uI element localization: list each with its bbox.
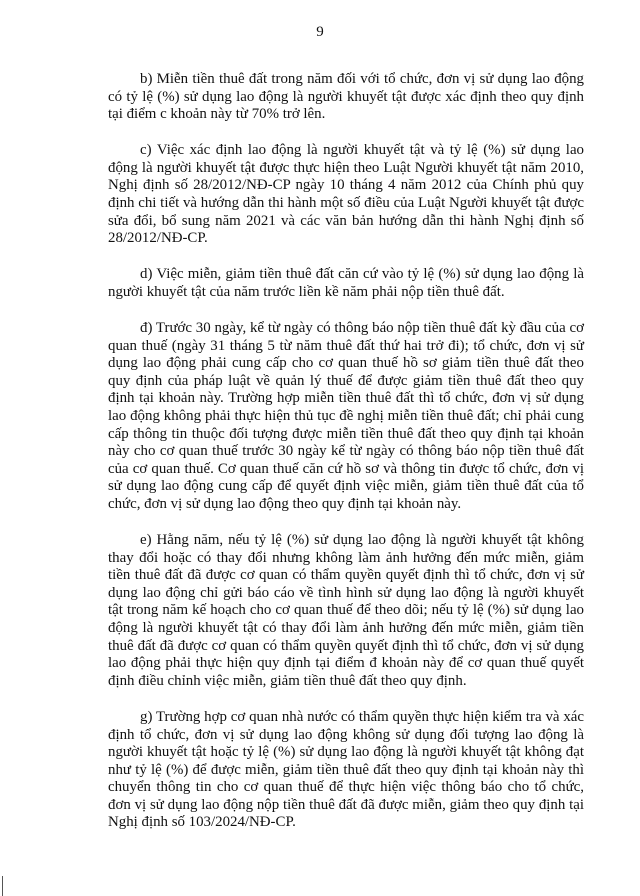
paragraph-c: c) Việc xác định lao động là người khuyết tật và tỷ lệ (%) sử dụng lao động là người khuyết tật được thực hiện theo Luật Người khuyết tật năm 2010, Nghị định số 28/2012/NĐ-CP ngày 10 tháng 4 năm 2012 của Chính phủ quy định chi tiết và hướng dẫn thi hành một số điều của Luật Người khuyết tật được sửa đổi, bổ sung năm 2021 và các văn bản hướng dẫn thi hành Nghị định số 28/2012/NĐ-CP.: [108, 142, 584, 247]
paragraph-dd: đ) Trước 30 ngày, kể từ ngày có thông báo nộp tiền thuê đất kỳ đầu của cơ quan thuế (ngày 31 tháng 5 từ năm thuê đất thứ hai trở đi); tổ chức, đơn vị sử dụng lao động phải cung cấp cho cơ quan thuế hồ sơ giảm tiền thuê đất theo quy định của pháp luật về quản lý thuế để được giảm tiền thuê đất theo quy định tại khoản này. Trường hợp miễn tiền thuê đất thì tổ chức, đơn vị sử dụng lao động không phải thực hiện thủ tục đề nghị miễn tiền thuê đất; chỉ phải cung cấp thông tin thuộc đối tượng được miễn tiền thuê đất theo quy định tại khoản này cho cơ quan thuế trước 30 ngày kể từ ngày có thông báo nộp tiền thuê đất của cơ quan thuế. Cơ quan thuế căn cứ hồ sơ và thông tin được tổ chức, đơn vị sử dụng lao động cung cấp để quyết định việc miễn, giảm tiền thuê đất của tổ chức, đơn vị sử dụng lao động theo quy định tại khoản này.: [108, 320, 584, 512]
paragraph-d: d) Việc miễn, giảm tiền thuê đất căn cứ vào tỷ lệ (%) sử dụng lao động là người khuyết tật của năm trước liền kề năm phải nộp tiền thuê đất.: [108, 266, 584, 300]
scan-edge-mark: [2, 876, 3, 896]
page-number: 9: [316, 24, 324, 40]
paragraph-e: e) Hằng năm, nếu tỷ lệ (%) sử dụng lao động là người khuyết tật không thay đổi hoặc có thay đổi nhưng không làm ảnh hưởng đến mức miễn, giảm tiền thuê đất đã được cơ quan có thẩm quyền quyết định thì tổ chức, đơn vị sử dụng lao động chỉ gửi báo cáo về tình hình sử dụng lao động là người khuyết tật trong năm kế hoạch cho cơ quan thuế để theo dõi; nếu tỷ lệ (%) sử dụng lao động là người khuyết tật có thay đổi làm ảnh hưởng đến mức miễn, giảm tiền thuê đất đã được cơ quan có thẩm quyền quyết định thì tổ chức, đơn vị sử dụng lao động phải thực hiện quy định tại điểm đ khoản này để cơ quan thuế quyết định điều chỉnh việc miễn, giảm tiền thuê đất theo quy định.: [108, 532, 584, 689]
paragraph-b: b) Miễn tiền thuê đất trong năm đối với tổ chức, đơn vị sử dụng lao động có tỷ lệ (%) sử dụng lao động là người khuyết tật được xác định theo quy định tại điểm c khoản này từ 70% trở lên.: [108, 71, 584, 123]
document-body: [108, 71, 584, 851]
paragraph-g: g) Trường hợp cơ quan nhà nước có thẩm quyền thực hiện kiểm tra và xác định tổ chức, đơn vị sử dụng lao động không sử dụng đối tượng lao động là người khuyết tật hoặc tỷ lệ (%) sử dụng lao động là người khuyết tật không đạt như tỷ lệ (%) để được miễn, giảm tiền thuê đất theo quy định tại khoản này thì chuyển thông tin cho cơ quan thuế để thực hiện việc thông báo cho tổ chức, đơn vị sử dụng lao động nộp tiền thuê đất đã được miễn, giảm theo quy định tại Nghị định số 103/2024/NĐ-CP.: [108, 708, 584, 831]
